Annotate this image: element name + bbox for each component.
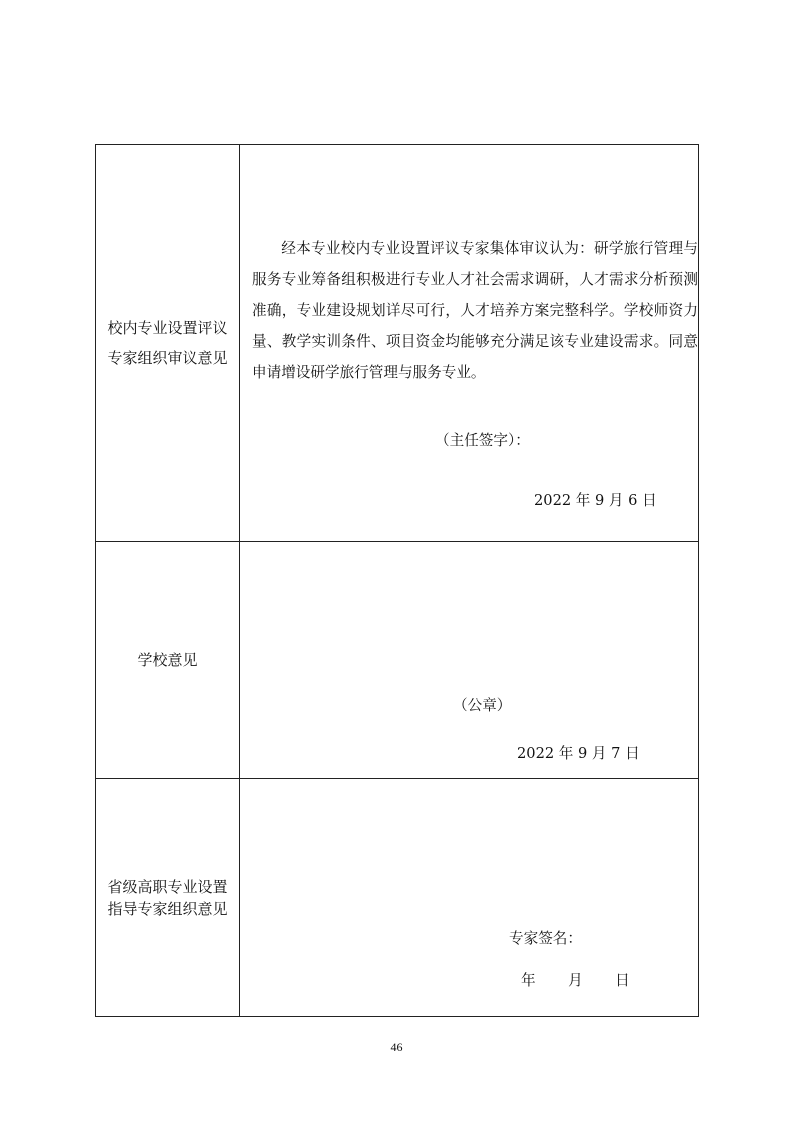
review-opinion-paragraph: 经本专业校内专业设置评议专家集体审议认为：研学旅行管理与服务专业筹备组积极进行专业人才社会需求调研，人才需求分析预测准确，专业建设规划详尽可行，人才培养方案完整科学。学校师资力量、教学实训条件、项目资金均能够充分满足该专业建设需求。同意申请增设研学旅行管理与服务专业。	[252, 240, 698, 381]
provincial-expert-label	[98, 876, 238, 920]
label-line: 学校意见	[137, 651, 198, 669]
school-opinion-row	[96, 542, 698, 779]
opinion-form-table	[95, 144, 699, 1017]
school-expert-review-content	[240, 145, 698, 541]
school-opinion-label-cell	[96, 542, 240, 778]
provincial-expert-date: 年 月 日	[521, 972, 630, 989]
expert-signature-label: 专家签名：	[509, 930, 582, 947]
school-expert-review-row	[96, 145, 698, 542]
school-expert-review-label	[98, 313, 238, 373]
provincial-expert-content	[240, 779, 698, 1016]
provincial-expert-row	[96, 779, 698, 1016]
official-seal-label: （公章）	[453, 697, 512, 714]
page-number: 46	[390, 1040, 403, 1054]
label-line: 校内专业设置评议	[107, 319, 228, 337]
school-opinion-date: 2022 年 9 月 7 日	[517, 745, 640, 762]
review-date: 2022 年 9 月 6 日	[534, 492, 657, 509]
director-signature-label: （主任签字）：	[435, 432, 530, 449]
label-line: 专家组织审议意见	[107, 349, 228, 367]
school-opinion-label	[98, 645, 238, 675]
provincial-expert-label-cell	[96, 779, 240, 1016]
school-opinion-content	[240, 542, 698, 778]
label-line: 指导专家组织意见	[107, 899, 228, 918]
school-expert-review-label-cell	[96, 145, 240, 541]
label-line: 省级高职专业设置	[107, 877, 228, 896]
